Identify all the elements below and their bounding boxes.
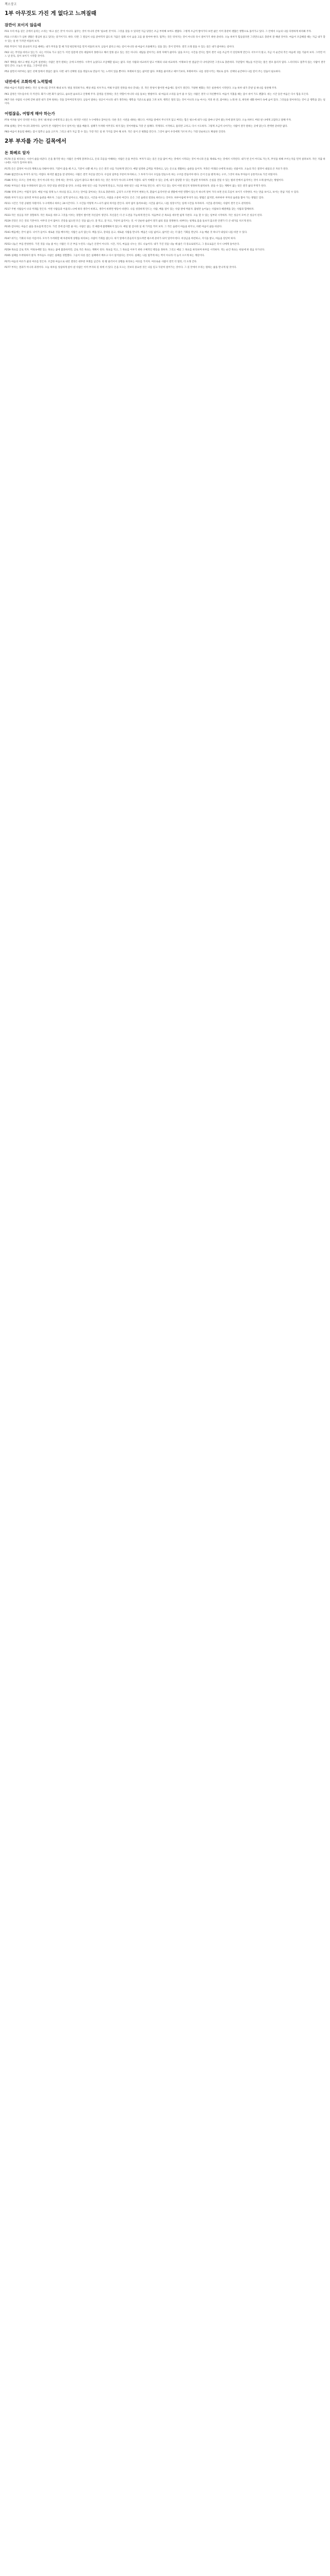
paragraph: P35 무엇이 가장 중요한지 모를 때에는 내가 무엇을 할 때 가장 편안한지를 먼저 떠올려 보자. 남들이 좋다고 하는 길이 아니라 내 마음이 조용해지는 길을 찾는 것이 먼저다. 결국 오래 걸을 수 있는 길은 내가 좋아하는 길이다. <box>5 45 235 48</box>
document-page <box>5 2 325 2576</box>
paragraph: P67 다른 사람의 시선에 갇혀 살면 내가 진짜 원하는 것을 잊어버리게 된다. 남들이 말하는 성공이 아니라 내가 생각하는 행복을 기준으로 삶을 그려 보자. 행복은 멀리 있는 것이 아니라 오늘 마시는 커피 한 잔, 좋아하는 노래 한 곡, 따뜻한 대화 한마디 속에 숨어 있다. 그것들을 알아차리는 것이 곧 행복을 찾는 일이다. <box>5 98 325 105</box>
paragraph: P205 부자가 되고 싶다면 부자의 습관을 배우자. 그들은 일찍 일어나고, 책을 읽고, 시간을 아끼고, 사람을 소중히 여긴다. 돈은 그런 습관의 결과로 따라오는 것이다. 하루아침에 부자가 되는 방법은 없지만, 하루하루 부자의 습관을 쌓아 가는 방법은 있다. <box>5 196 265 199</box>
section-2-1 <box>5 150 325 269</box>
paragraph: P175 돈은 감정이 아니라 계획으로 다뤄야 한다. 기분이 좋을 때 쓰고, 기분이 나쁠 때 쓰는 돈은 결국 나를 가난하게 만든다. 매달 일정한 금액을 저축하고, 남는 돈으로 생활하는 습관을 들이자. 저축은 미래의 나에게 보내는 선물이다. 오늘의 작은 절약이 내일의 큰 자유가 된다. <box>5 167 289 171</box>
paragraph: P78 실패는 끝이 아니라 과정이다. 넘어져 본 사람만이 다시 일어서는 법을 배운다. 실패가 두려워 아무것도 하지 않는 것이야말로 가장 큰 실패다. 작게라도 시작하고, 틀리면 고치고, 다시 시도하자. 그렇게 조금씩 나아가는 사람이 결국 원하는 곳에 닿는다. 완벽한 준비란 없다. <box>5 125 288 128</box>
paragraph: P223 작은 성공을 자주 경험하자. 작은 목표를 세우고 그것을 이루는 경험이 쌓이면 자신감이 생긴다. 자신감은 더 큰 도전을 가능하게 만든다. 처음부터 큰 목표를 세우면 쉽게 지친다. 오늘 할 수 있는 일부터 시작하자. 작은 성공이 모여 큰 성공이 된다. <box>5 214 263 217</box>
chapter-1 <box>5 10 325 134</box>
paragraph: P229 건강은 모든 것의 기본이다. 아무리 돈이 많아도 건강을 잃으면 모든 것을 잃는다. 잘 먹고, 잘 자고, 꾸준히 움직이는 것. 이 단순한 습관이 결국 삶의 질을 결정한다. 바쁘다는 핑계로 몸을 돌보지 않으면 언젠가 더 큰 대가를 치르게 된다. <box>5 219 252 223</box>
section-heading: 어렵잖을, 여렇게 해야 하는가 <box>5 111 55 116</box>
chapter-title: 2부 부자를 가는 길목에서 <box>5 138 67 144</box>
paragraph: P186 투자는 모르는 것에 하는 것이 아니라 아는 것에 하는 것이다. 남들이 좋다고 해서 따라 사는 것은 투자가 아니라 도박에 가깝다. 내가 이해할 수 있는 곳에, 내가 감당할 수 있는 만큼만 투자하자. 손실을 견딜 수 있는 범위 안에서 움직이는 것이 오래 살아남는 방법이다. <box>5 179 284 182</box>
paragraph: P52 살면서 마주하는 많은 선택 앞에서 정답은 없다. 다만 내가 선택한 길을 정답으로 만들어 가는 노력이 있을 뿐이다. 후회하지 않는 삶이란 없다. 후회를 줄이려고 애쓰기보다, 후회마저도 나를 성장시키는 재료로 삼자. 선택의 순간마다 나를 믿어 주는 연습이 필요하다. <box>5 71 281 73</box>
paragraph: P31 우리 마음 깊은 곳에서 들리는 소리는 '하고 싶은 것'이 아니다. 꿈꾸는 것이 아니라 진짜 '필요한 것'이다. 그것을 찾을 수 있다면 지금 당장은 조금 부족해 보여도 괜찮다. 그렇게 조금씩 쌓아가다 보면 삶은 이미 충분히 괜찮은 방향으로 흘러가고 있다. 그 안에서 오늘의 나를 다정하게 바라봐 주자. <box>5 30 312 33</box>
section-heading: 돈 화폐로 알자 <box>5 150 30 155</box>
paragraph: P47 계획을 세우고 매일 조금씩 실천하는 사람은 결국 원하는 곳에 도착한다. 시작이 늦었다고 조급해할 필요는 없다. 다른 사람과 비교하지 말고 어제의 나와 비교하자. 어제보다 한 걸음만 더 나아갔다면 그것으로 충분하다. 꾸준함이 재능을 이긴다는 말은 결코 틀리지 않다. 느리더라도 멈추지 않는 사람이 결국 멀리 간다. 오늘도 한 걸음, 그것이면 된다. <box>5 61 325 67</box>
section-1-2 <box>5 79 325 106</box>
paragraph: P217 주변 사람들이 나의 미래를 만든다. 어떤 사람들과 어울리느냐에 따라 생각이 바뀌고, 생각이 바뀌면 행동이 바뀐다. 나를 성장하게 만드는 사람, 배울 점이 있는 사람 곁에 머물자. 불평만 늘어놓는 사람보다 해결책을 찾는 사람과 함께하자. <box>5 208 255 211</box>
paragraph: P211 시간은 가장 공평한 자원이다. 누구에게나 하루는 24시간이다. 그 시간을 어떻게 쓰느냐가 삶의 차이를 만든다. 의미 없이 흘려보내는 시간을 줄이고, 나를 성장시키는 일에 시간을 투자하자. 시간을 관리하는 사람이 결국 돈도 관리한다. <box>5 202 252 205</box>
paragraph: P247 위기는 기회의 다른 이름이다. 모두가 두려워할 때 차분하게 상황을 바라보는 사람이 기회를 잡는다. 위기 앞에서 흔들리지 않으려면 평소에 준비가 되어 있어야 한다. 비상금을 마련하고, 지식을 쌓고, 마음을 단단히 하자. <box>5 237 236 240</box>
paragraph: P192 부자들은 빚을 두려워하지 않는다. 다만 빚을 관리할 줄 안다. 소비를 위한 빚은 나를 가난하게 만들고, 자산을 위한 빚은 나를 부자로 만든다. 내가 지고 있는 빚이 어떤 빚인지 냉정하게 살펴보자. 갚을 수 있는 계획이 없는 빚은 결국 삶의 무게가 된다. <box>5 185 267 188</box>
paragraph: P83 마음이 흔들릴 때에는 잠시 멈추고 숨을 고르자. 그리고 내가 지금 할 수 있는 가장 작은 일 한 가지를 찾아 해 보자. 작은 일이 큰 변화를 만든다. 그것이 삶이 우리에게 가르쳐 주는 가장 단순하고도 확실한 진리다. <box>5 130 226 133</box>
paragraph: P33 스트레스가 심한 생활은 열심히 살고 있다는 증거이기도 하다. 다만 그 열심이 나를 갉아먹지 않도록 가끔은 멈춰 서서 숨을 고를 줄 알아야 한다. 멈추는 것은 뒤처지는 것이 아니라 다시 걸어가기 위한 준비다. 오늘 하루가 힘들었다면 그것만으로도 충분히 잘 해낸 것이다. 마음이 조급해질 때는 지금 내가 할 수 있는 일 한 가지만 떠올려 보자. <box>5 36 325 43</box>
paragraph: P277 부자는 결과가 아니라 과정이다. 오늘 하루를 성실하게 살아 낸 사람은 이미 부자의 길 위에 서 있다. 돈을 모으는 것보다 중요한 것은 나를 믿고 꾸준히 걸어가는 것이다. 그 길 끝에서 우리는 원하는 삶을 만나게 될 것이다. <box>5 266 237 269</box>
document-tag: 책소장고 <box>5 3 17 6</box>
chapter-2 <box>5 138 325 269</box>
paragraph: P259 목표를 글로 적자. 머릿속에만 있는 목표는 꿈에 불과하지만, 글로 적은 목표는 계획이 된다. 목표를 적고, 그 목표를 이루기 위한 구체적인 행동을 정하자. 그리고 매일 그 목표를 바라보며 하루를 시작하자. 적는 순간 목표는 현실에 한 걸음 다가선다. <box>5 249 265 251</box>
paragraph: P56 마음이 복잡할 때에는 작은 일 하나를 끝까지 해내 보자. 방을 정리하거나, 책상 위를 치우거나, 미뤄 두었던 연락을 하나 끝내는 것. 작은 완성이 쌓이면 마음에도 질서가 생긴다. 거창한 변화는 작은 실천에서 시작된다. 오늘 하루 내가 끝낸 일 하나를 칭찬해 주자. <box>5 87 277 90</box>
paragraph: P241 배움에는 끝이 없다. 나이가 들어도 새로운 것을 배우려는 사람은 늙지 않는다. 책을 읽고, 강의를 듣고, 새로운 사람을 만나자. 배움은 나를 넓히고, 넓어진 나는 더 많은 기회를 만난다. 오늘 배운 것 하나가 내일의 나를 바꿀 수 있다. <box>5 231 248 234</box>
section-heading: 내면에서 조화하게 노력할때 <box>5 79 53 84</box>
paragraph: P74 어려운 일이 닥치면 우리는 흔히 ‘왜 하필 나에게’라고 묻는다. 하지만 시련은 누구에게나 찾아온다. 다른 것은 시련을 대하는 태도다. 어려움 앞에서 무너지지 않고 버티는 힘은 평소에 내가 나를 얼마나 믿어 왔는지에 달려 있다. 오늘 하루도 버텨 낸 나에게 고맙다고 말해 주자. <box>5 119 292 122</box>
paragraph: P42 나는 무엇을 바라고 있는가. 나는 어디로 가고 싶은가. 이런 질문에 선뜻 대답하지 못한다고 해서 잘못 살고 있는 것은 아니다. 대답을 찾아가는 과정 자체가 삶이다. 답을 모르는 시간을 견디는 힘이 결국 나를 조금씩 더 단단하게 만든다. 서두르지 말고, 지금 이 순간의 작은 마음에 귀를 기울여 보자. 그러면 어느 날 문득, 길이 보이기 시작할 것이다. <box>5 52 325 58</box>
paragraph: P235 감사하는 마음은 삶을 풍요롭게 만든다. 가진 것에 감사할 줄 아는 사람은 없는 것 때문에 불행해하지 않는다. 매일 밤 감사한 일 세 가지를 적어 보자. 그 작은 습관이 마음을 바꾸고, 바뀐 마음이 삶을 바꾼다. <box>5 226 223 228</box>
section-heading: 잠깐이 보이지 않을때 <box>5 23 41 27</box>
paragraph: P170 돈을 바라보는 시선이 삶을 바꾼다. 돈을 쫓기만 하는 사람은 돈에게 끌려다니고, 돈의 흐름을 이해하는 사람은 돈을 부린다. 부자가 되는 길은 돈을 많이 버는 것에서 시작되는 것이 아니라 돈을 제대로 아는 것에서 시작된다. 내가 번 돈이 어디로 가는지, 무엇을 위해 쓰이는지를 먼저 살펴보자. 작은 지출 하나에도 이유가 있어야 한다. <box>5 158 325 165</box>
paragraph: P61 감정은 억누를수록 더 커진다. 화가 나면 화가 났다고, 슬프면 슬프다고 인정해 주자. 감정을 인정하는 것은 약함이 아니라 나를 돌보는 방법이다. 내 마음의 소리를 들어 줄 수 있는 사람은 결국 나 자신뿐이다. 마음이 지쳤을 때는 잠시 쉬어 가도 괜찮다. 쉬는 시간 동안 마음은 다시 힘을 모은다. <box>5 93 309 96</box>
paragraph: P265 실패를 두려워하지 말자. 부자들도 수많은 실패를 경험했다. 그들이 다른 점은 실패에서 배우고 다시 일어섰다는 것이다. 실패는 나를 멈추게 하는 벽이 아니라 더 높이 오르게 하는 계단이다. <box>5 255 205 258</box>
paragraph: P180 월급만으로 부자가 되기는 어렵다. 하지만 월급을 잘 관리하는 사람은 결국 자산을 만든다. 수입의 일부를 꾸준히 투자하고, 그 투자가 다시 수입을 만들도록 하는 구조를 만들어야 한다. 돈이 돈을 벌게 하는 구조, 그것이 바로 부자들이 공통적으로 가진 비밀이다. <box>5 173 278 176</box>
paragraph: P253 나눔은 부를 완성한다. 가진 것을 나눌 줄 아는 사람은 더 큰 부를 누린다. 나눔은 돈만이 아니다. 시간, 지식, 마음을 나누는 것도 나눔이다. 내가 가진 것을 나눌 때 삶은 더 풍요로워지고, 그 풍요로움은 다시 나에게 돌아온다. <box>5 243 240 246</box>
paragraph: P271 마음의 여유가 삶의 여유를 만든다. 조급한 마음으로 내린 결정은 대부분 후회를 남긴다. 한 발 물러서서 상황을 바라보는 여유를 가지자. 여유로운 사람이 결국 더 멀리, 더 오래 간다. <box>5 260 197 263</box>
section-1-1 <box>5 22 325 74</box>
section-1-3 <box>5 111 325 134</box>
paragraph: P198 경제 공부는 어렵지 않다. 매일 아침 경제 뉴스 하나를 읽고, 모르는 단어를 찾아보는 것으로 충분하다. 금리가 오르면 무엇이 변하는지, 환율이 움직이면 내 생활에 어떤 영향이 있는지 하나씩 알아 가다 보면 돈의 흐름이 보이기 시작한다. 아는 만큼 보이고, 보이는 만큼 지킬 수 있다. <box>5 191 300 194</box>
chapter-title: 1부 아무것도 가진 게 없다고 느껴질때 <box>5 10 96 16</box>
